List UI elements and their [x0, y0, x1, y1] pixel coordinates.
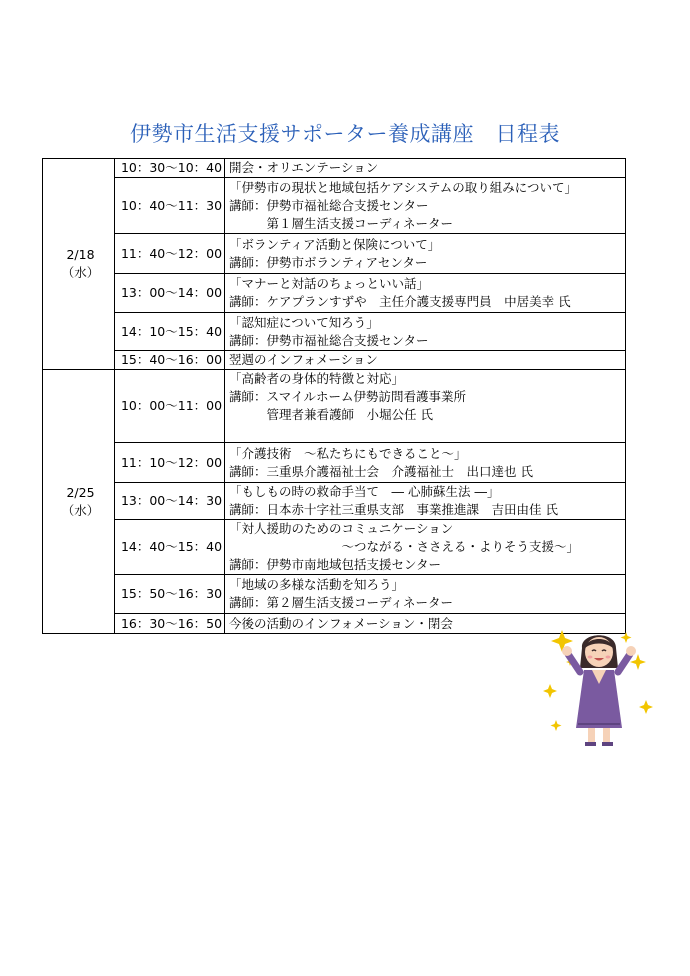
- session-text: 翌週のインフォメーション: [229, 352, 378, 367]
- session-text: 今後の活動のインフォメーション・閉会: [229, 615, 453, 631]
- date-cell: [43, 370, 115, 634]
- time-cell: 14：10～15：40: [115, 313, 225, 351]
- session-text: 開会・オリエンテーション: [229, 160, 379, 175]
- session-text: 「地域の多様な活動を知ろう」: [229, 577, 405, 592]
- table-row: [43, 178, 626, 234]
- session-text: 講師：スマイルホーム伊勢訪問看護事業所: [229, 389, 467, 404]
- weekday-label: （水）: [61, 265, 100, 280]
- table-row: [43, 614, 626, 634]
- session-cell: [225, 178, 626, 234]
- time-cell: 14：40～15：40: [115, 520, 225, 575]
- time-cell: 15：40～16：00: [115, 351, 225, 370]
- schedule-table: [42, 158, 626, 634]
- time-cell: 10：00～11：00: [115, 370, 225, 443]
- session-cell: [225, 274, 626, 313]
- session-cell: [225, 159, 626, 178]
- session-text: 講師：三重県介護福祉士会 介護福祉士 出口達也 氏: [229, 463, 533, 479]
- session-cell: [225, 443, 626, 483]
- session-text: 講師：ケアプランすずや 主任介護支援専門員 中居美幸 氏: [229, 294, 571, 309]
- session-cell: [225, 575, 626, 614]
- session-text: 「対人援助のためのコミュニケーション: [229, 521, 454, 536]
- table-row: [43, 443, 626, 483]
- table-row: [43, 313, 626, 351]
- time-cell: 13：00～14：30: [115, 483, 225, 520]
- time-cell: 11：40～12：00: [115, 234, 225, 274]
- session-text: 講師：伊勢市福祉総合支援センター: [229, 332, 429, 348]
- session-text: 「高齢者の身体的特徴と対応」: [229, 371, 405, 386]
- time-cell: 10：40～11：30: [115, 178, 225, 234]
- session-cell: [225, 313, 626, 351]
- page-title: 伊勢市生活支援サポーター養成講座 日程表: [130, 122, 560, 146]
- time-cell: 11：10～12：00: [115, 443, 225, 483]
- session-cell: [225, 234, 626, 274]
- session-cell: [225, 370, 626, 443]
- session-text: 講師：伊勢市南地域包括支援センター: [229, 557, 442, 572]
- time-cell: 15：50～16：30: [115, 575, 225, 614]
- session-text: 講師：第２層生活支援コーディネーター: [229, 595, 454, 610]
- session-text: 第１層生活支援コーディネーター: [229, 215, 454, 231]
- table-row: [43, 520, 626, 575]
- table-row: [43, 575, 626, 614]
- date-cell: [43, 159, 115, 370]
- table-row: [43, 483, 626, 520]
- session-cell: [225, 520, 626, 575]
- session-text: 「介護技術 ～私たちにもできること～」: [229, 445, 467, 461]
- session-text: 「認知症について知ろう」: [229, 314, 379, 330]
- time-cell: 16：30～16：50: [115, 614, 225, 634]
- table-row: [43, 159, 626, 178]
- session-text: 「もしもの時の救命手当て ― 心肺蘇生法 ―」: [229, 484, 500, 499]
- session-text: ～つながる・ささえる・よりそう支援～」: [229, 539, 580, 554]
- table-row: [43, 274, 626, 313]
- table-row: [43, 370, 626, 443]
- session-text: [229, 424, 625, 442]
- table-row: [43, 351, 626, 370]
- session-text: 管理者兼看護師 小堀公任 氏: [229, 407, 433, 422]
- smiling-woman-cheering-icon: [540, 624, 658, 750]
- session-text: 「ボランティア活動と保険について」: [229, 236, 441, 252]
- date-label: 2/18: [66, 247, 95, 262]
- session-text: 「伊勢市の現状と地域包括ケアシステムの取り組みについて」: [229, 179, 578, 195]
- session-text: 「マナーと対話のちょっといい話」: [229, 276, 430, 291]
- time-cell: 10：30～10：40: [115, 159, 225, 178]
- table-row: [43, 234, 626, 274]
- weekday-label: （水）: [61, 502, 100, 518]
- session-cell: [225, 351, 626, 370]
- date-label: 2/25: [66, 484, 95, 500]
- time-cell: 13：00～14：00: [115, 274, 225, 313]
- session-text: 講師：日本赤十字社三重県支部 事業推進課 吉田由佳 氏: [229, 502, 558, 517]
- session-cell: [225, 483, 626, 520]
- session-text: 講師：伊勢市福祉総合支援センター: [229, 197, 429, 213]
- session-text: 講師：伊勢市ボランティアセンター: [229, 254, 428, 270]
